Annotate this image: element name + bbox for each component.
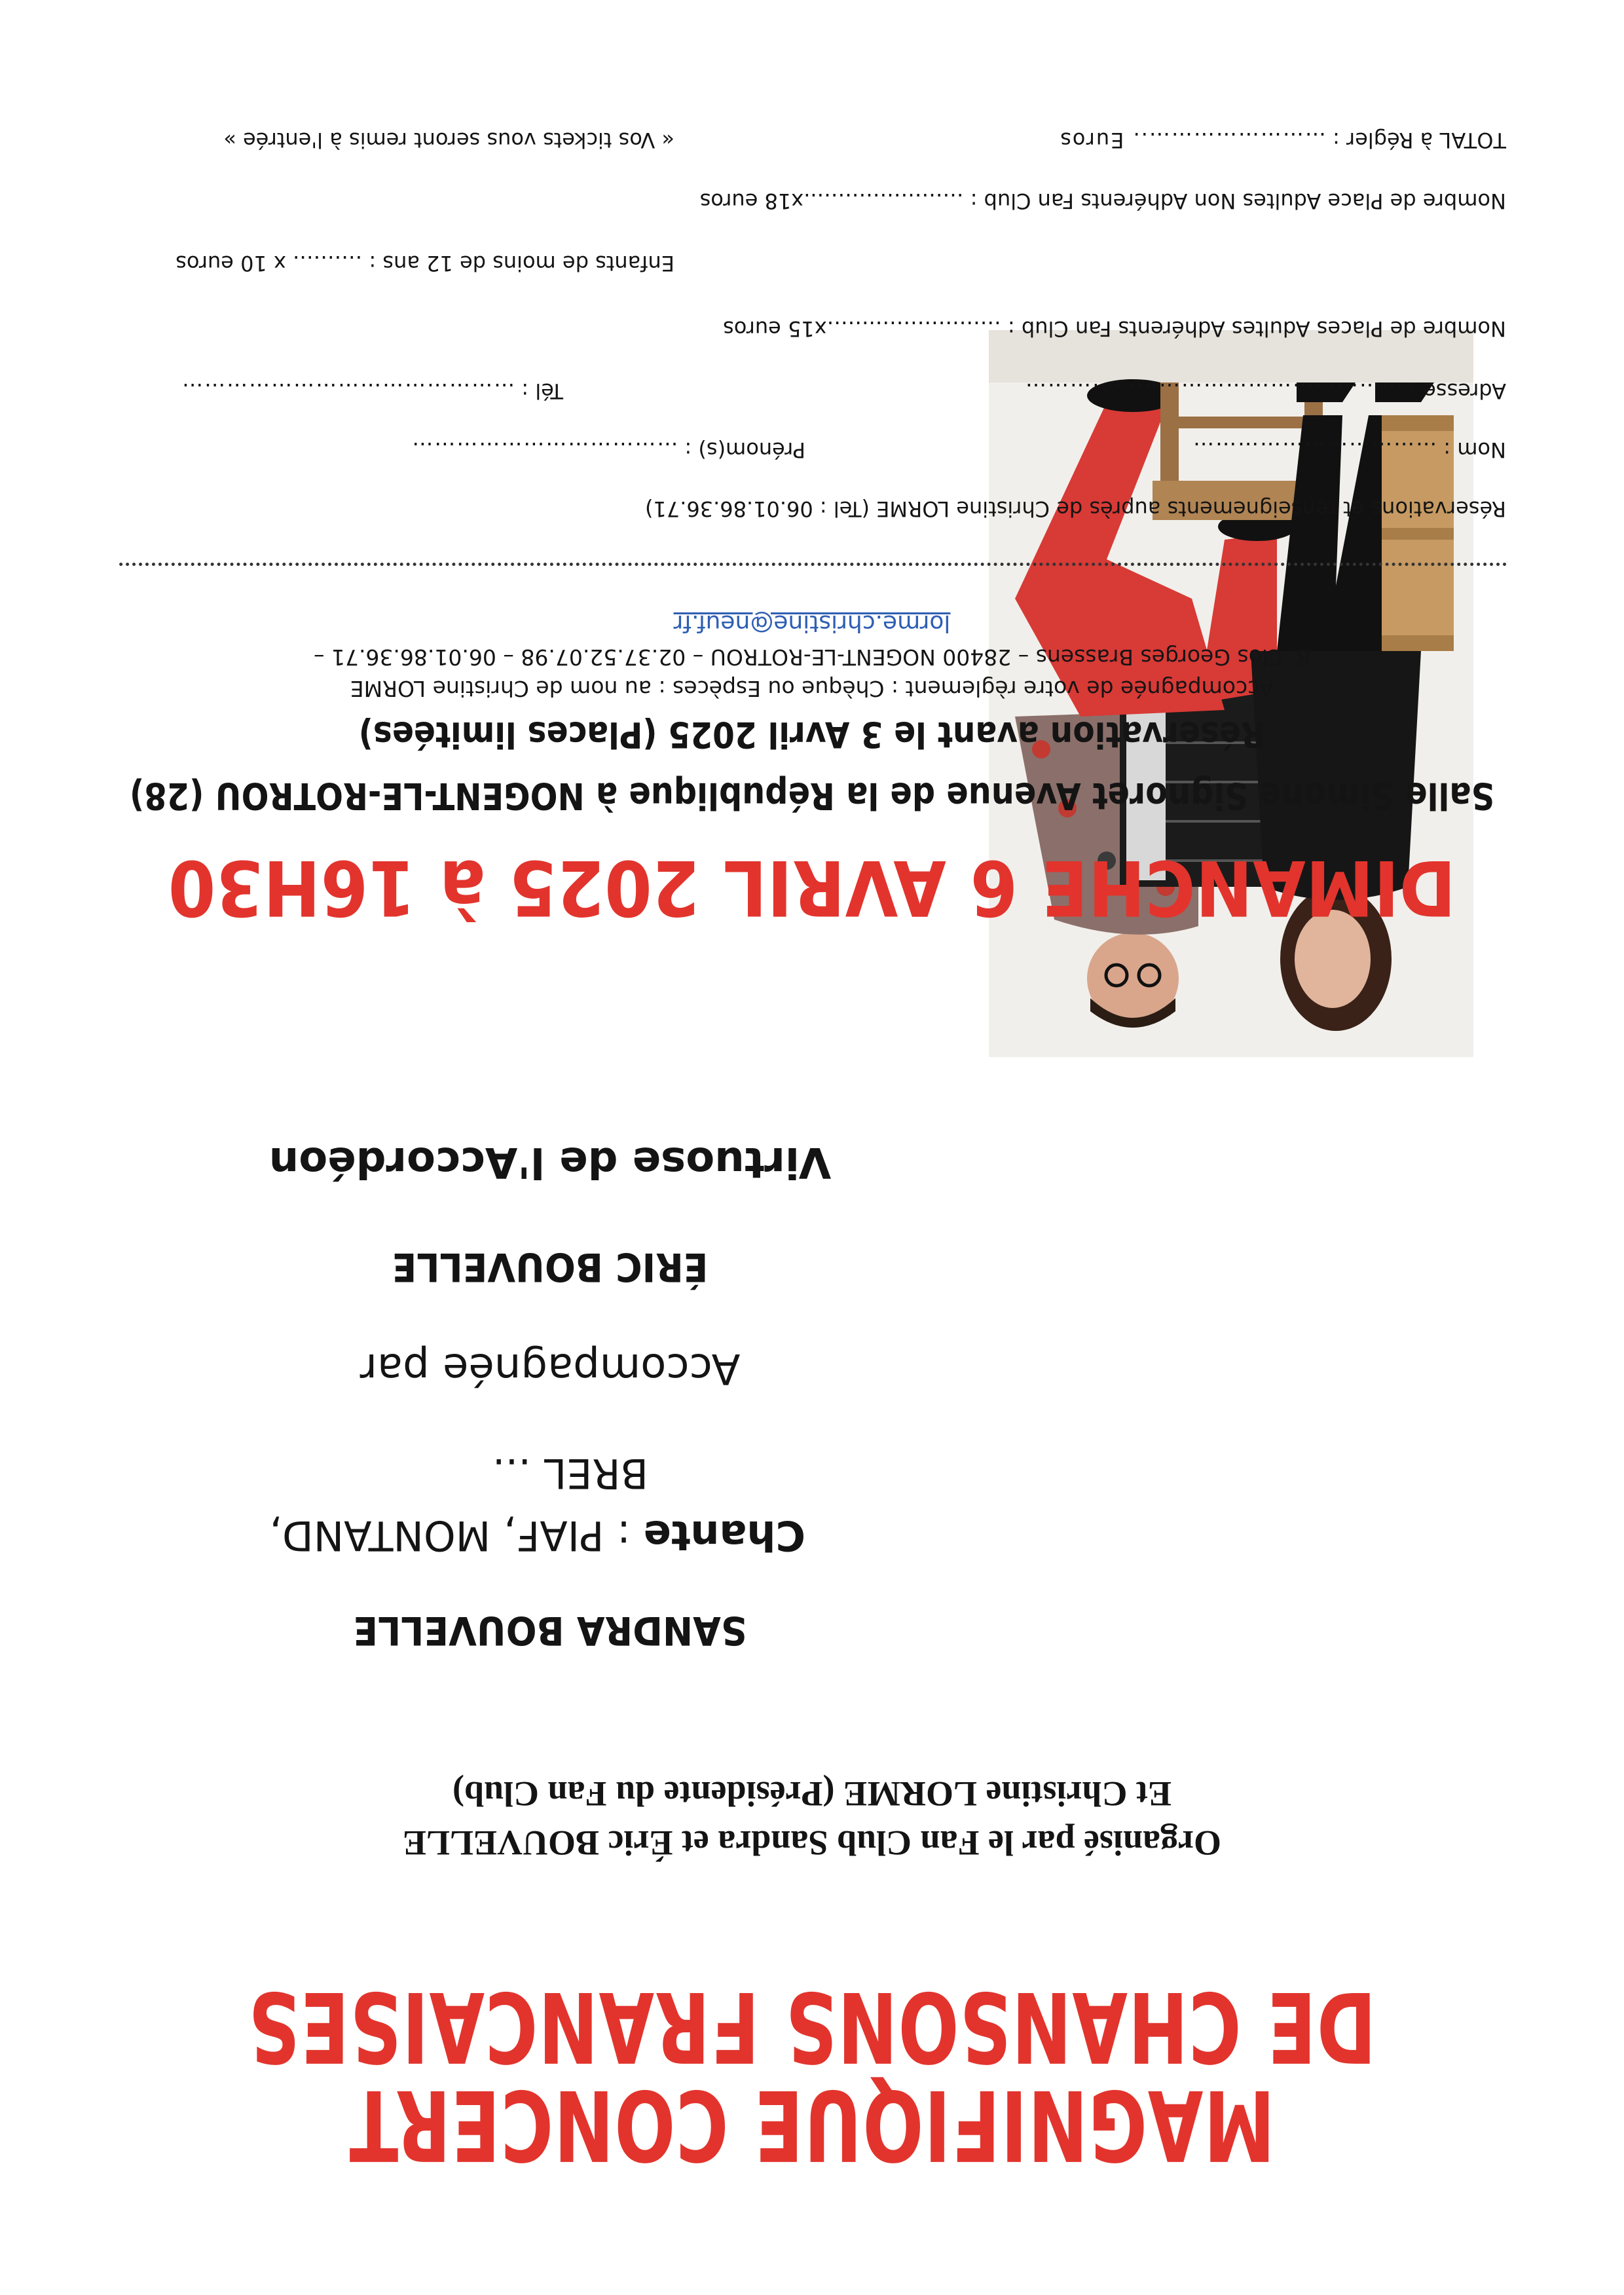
name-field[interactable]: ……………………………: [1192, 438, 1437, 462]
sings-list-1: : PIAF, MONTAND,: [269, 1512, 631, 1559]
firstname-field[interactable]: ………………………………: [411, 438, 678, 462]
address-label: Adresse :: [1409, 379, 1506, 403]
organizer-line-2: Et Christine LORME (Présidente du Fan Club): [452, 1774, 1172, 1814]
contact-email[interactable]: lorme.christine@neuf.fr: [673, 610, 951, 637]
separator-dotted-line: [118, 563, 1506, 566]
payment-info: Accompagnée de votre règlement : Chèque ou Espèces : au nom de Christine LORME: [350, 676, 1274, 701]
tel-field[interactable]: ………………………………………: [181, 379, 515, 403]
accordionist-title: Virtuose de l'Accordéon: [268, 1138, 832, 1186]
name-row: [1192, 436, 1506, 464]
tel-label: Tél :: [521, 379, 563, 403]
tickets-note: « Vos tickets vous seront remis à l'entrée »: [223, 128, 674, 153]
firstname-label: Prénom(s) :: [684, 438, 805, 462]
nonmembers-places-field[interactable]: Nombre de Place Adultes Non Adhérents Fan Club : …………………..x18 euros: [699, 189, 1506, 214]
sings-list-2: BREL ...: [492, 1449, 648, 1497]
sings-line-1: [33, 1509, 936, 1561]
address-field[interactable]: ……………………………………………: [1024, 379, 1403, 403]
contact-address: 8, Clos Georges Brassens – 28400 NOGENT-LE-ROTROU – 02.37.52.07.98 – 06.01.86.36.71 –: [313, 644, 1311, 670]
reservation-info: Réservations et renseignements auprès de Christine LORME (Tel : 06.01.86.36.71): [644, 496, 1506, 521]
tel-row: [181, 377, 563, 405]
concert-title-line-2: DE CHANSONS FRANCAISES: [248, 1970, 1376, 2083]
address-row: [1024, 377, 1506, 405]
total-label: TOTAL à Régler :: [1333, 128, 1506, 153]
singer-name: SANDRA BOUVELLE: [353, 1607, 747, 1653]
members-places-field[interactable]: Nombre de Places Adultes Adhérents Fan Club : ……………….……x15 euros: [723, 316, 1506, 341]
accompanied-by: Accompagnée par: [360, 1344, 741, 1392]
sings-label: Chante: [643, 1512, 805, 1559]
event-venue: Salle Simone Signoret Avenue de la République à NOGENT-LE-ROTROU (28): [129, 774, 1495, 817]
concert-title-line-1: MAGNIFIQUE CONCERT: [348, 2068, 1276, 2181]
total-row: [1059, 126, 1506, 155]
firstname-row: [411, 436, 805, 464]
children-places-field[interactable]: Enfants de moins de 12 ans : ………. x 10 euros: [175, 251, 674, 276]
name-label: Nom :: [1443, 438, 1506, 462]
event-date: DIMANCHE 6 AVRIL 2025 à 16H30: [168, 843, 1456, 931]
total-field[interactable]: …………………….. Euros: [1059, 128, 1326, 153]
organizer-line-1: Organisé par le Fan Club Sandra et Éric BOUVELLE: [402, 1823, 1222, 1863]
accordionist-name: ÉRIC BOUVELLE: [392, 1244, 709, 1290]
reservation-deadline: Réservation avant le 3 Avril 2025 (Places limitées): [358, 714, 1266, 755]
